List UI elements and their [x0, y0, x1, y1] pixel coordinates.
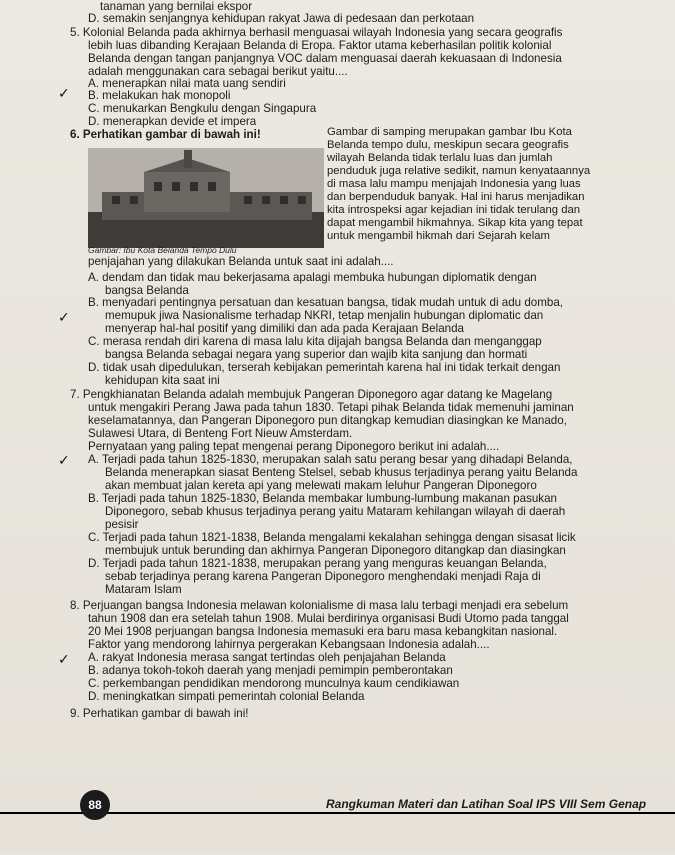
text-line: di masa lalu mampu menjajah Indonesia yang luas	[327, 178, 581, 190]
option-d: D. tidak usah dipedulukan, terserah kebijakan pemerintah karena hal ini tidak terkait dengan	[88, 361, 561, 374]
text-line: Sulawesi Utara, di Benteng Fort Nieuw Amsterdam.	[88, 427, 353, 440]
text-line: dapat mengambil hikmahnya. Sikap kita yang tepat	[327, 217, 583, 229]
option-b: B. melakukan hak monopoli	[88, 89, 231, 102]
option-a: A. Terjadi pada tahun 1825-1830, merupakan salah satu perang besar yang dihadapi Belanda,	[88, 453, 573, 466]
text-line: untuk mengakiri Perang Jawa pada tahun 1830. Tetapi pihak Belanda tidak memenuhi jaminan	[88, 401, 574, 414]
text-line: lebih luas dibanding Kerajaan Belanda di Eropa. Faktor utama keberhasilan politik kolonial	[88, 39, 552, 52]
option-d: D. menerapkan devide et impera	[88, 115, 257, 128]
text-line: membujuk untuk berunding dan akhirnya Pangeran Diponegoro ditangkap dan diasingkan	[105, 544, 566, 557]
text-line: Belanda dengan tangan panjangnya VOC dalam menguasai daerah kekuasaan di Indonesia	[88, 52, 562, 65]
option-b: B. Terjadi pada tahun 1825-1830, Belanda membakar lumbung-lumbung makanan pasukan	[88, 492, 558, 505]
question-6-title: 6. Perhatikan gambar di bawah ini!	[70, 128, 261, 141]
checkmark-icon: ✓	[58, 85, 70, 101]
footer-title: Rangkuman Materi dan Latihan Soal IPS VIII Sem Genap	[326, 797, 647, 811]
text-line: pesisir	[105, 518, 139, 531]
checkmark-icon: ✓	[58, 309, 70, 325]
text-line: Belanda menerapkan siasat Benteng Stelsel, sebab khusus terjadinya perang yaitu Belanda	[105, 466, 578, 479]
text-line: sebab terjadinya perang karena Pangeran Diponegoro menghendaki menjadi Raja di	[105, 570, 541, 583]
option-d: D. meningkatkan simpati pemerintah colonial Belanda	[88, 690, 365, 703]
question-8-title: 8. Perjuangan bangsa Indonesia melawan kolonialisme di masa lalu terbagi menjadi era sebelum	[70, 599, 569, 612]
question-9-title: 9. Perhatikan gambar di bawah ini!	[70, 707, 249, 720]
text-line: Diponegoro, sebab khusus terjadinya perang yaitu Mataram kehilangan wilayah di daerah	[105, 505, 566, 518]
text-line: Mataram Islam	[105, 583, 182, 596]
question-5-title: 5. Kolonial Belanda pada akhirnya berhasil menguasai wilayah Indonesia yang secara geografis	[70, 26, 563, 39]
text-line: Belanda tempo dulu, meskipun secara geografis	[327, 139, 569, 151]
option-b: B. adanya tokoh-tokoh daerah yang menjadi pemimpin pemberontakan	[88, 664, 453, 677]
text-line: penduduk juga relative sedikit, namun kenyataannya	[327, 165, 591, 177]
option-c: C. merasa rendah diri karena di masa lalu kita dijajah bangsa Belanda dan menganggap	[88, 335, 542, 348]
text-line: Faktor yang mendorong lahirnya pergerakan Kebangsaan Indonesia adalah....	[88, 638, 490, 651]
checkmark-icon: ✓	[58, 651, 70, 667]
text-line: keselamatannya, dan Pangeran Diponegoro pun ditangkap kemudian diasingkan ke Manado,	[88, 414, 567, 427]
text-line: kita introspeksi agar kejadian ini tidak terulang dan	[327, 204, 581, 216]
option-b: B. menyadari pentingnya persatuan dan kesatuan bangsa, tidak mudah untuk di adu domba,	[88, 296, 564, 309]
option-c: C. menukarkan Bengkulu dengan Singapura	[88, 102, 317, 115]
text-line: 20 Mei 1908 perjuangan bangsa Indonesia memasuki era baru masa kebangkitan nasional.	[88, 625, 558, 638]
historic-building-photo	[88, 148, 324, 248]
option-c: C. perkembangan pendidikan mendorong munculnya kaum cendikiawan	[88, 677, 460, 690]
checkmark-icon: ✓	[58, 452, 70, 468]
option-a: A. menerapkan nilai mata uang sendiri	[88, 77, 286, 90]
text-line: memupuk jiwa Nasionalisme terhadap NKRI, tetap menjalin hubungan diplomatic dan	[105, 309, 544, 322]
text-line: dan berpenduduk banyak. Hal ini harus menjadikan	[327, 191, 585, 203]
text-line: kehidupan kita saat ini	[105, 374, 220, 387]
text-line: bangsa Belanda sebagai negara yang superior dan wajib kita sanjung dan hormati	[105, 348, 528, 361]
option-a: A. rakyat Indonesia merasa sangat tertindas oleh penjajahan Belanda	[88, 651, 446, 664]
text-line: penjajahan yang dilakukan Belanda untuk saat ini adalah....	[88, 255, 394, 268]
text-line: Gambar di samping merupakan gambar Ibu Kota	[327, 126, 572, 138]
text-line: wilayah Belanda tidak terlalu luas dan jumlah	[327, 152, 553, 164]
text-line: tahun 1908 dan era setelah tahun 1908. Mulai berdirinya organisasi Budi Utomo pada tanggal	[88, 612, 569, 625]
photo-caption: Gambar: Ibu Kota Belanda Tempo Dulu	[88, 245, 237, 255]
text-line: tanaman yang bernilai ekspor	[100, 0, 253, 13]
text-line: bangsa Belanda	[105, 284, 189, 297]
text-line: D. semakin senjangnya kehidupan rakyat Jawa di pedesaan dan perkotaan	[88, 12, 475, 25]
text-line: adalah menggunakan cara sebagai berikut yaitu....	[88, 65, 348, 78]
page-number: 88	[80, 790, 110, 820]
option-a: A. dendam dan tidak mau bekerjasama apalagi membuka hubungan diplomatik dengan	[88, 271, 537, 284]
text-line: untuk mengambil hikmah dari Sejarah kelam	[327, 230, 550, 242]
question-7-title: 7. Pengkhianatan Belanda adalah membujuk Pangeran Diponegoro agar datang ke Magelang	[70, 388, 553, 401]
text-line: Pernyataan yang paling tepat mengenai perang Diponegoro berikut ini adalah....	[88, 440, 500, 453]
option-d: D. Terjadi pada tahun 1821-1838, merupakan perang yang menguras keuangan Belanda,	[88, 557, 547, 570]
text-line: menyerap hal-hal positif yang dimiliki dan ada pada Kerajaan Belanda	[105, 322, 464, 335]
text-line: akan membuat jalan kereta api yang melewati makam leluhur Pangeran Diponegoro	[105, 479, 537, 492]
option-c: C. Terjadi pada tahun 1821-1838, Belanda mengalami kekalahan sehingga dengan sisasat licik	[88, 531, 576, 544]
